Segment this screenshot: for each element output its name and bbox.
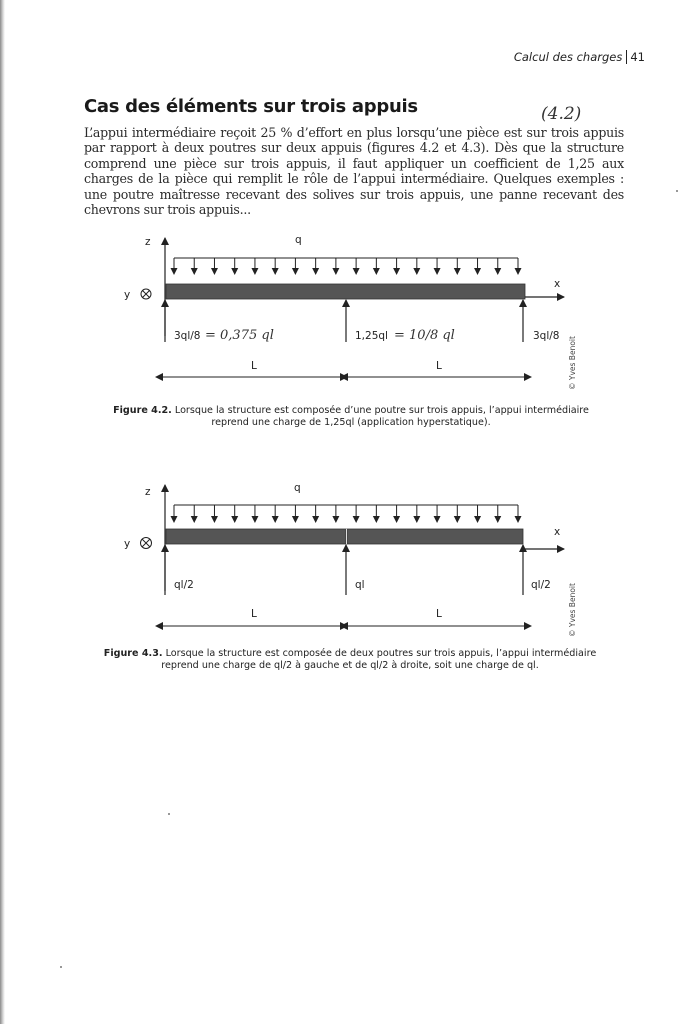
y-axis-symbol xyxy=(141,289,151,299)
load-arrowhead xyxy=(211,268,218,275)
load-arrowhead xyxy=(454,268,461,275)
body-paragraph: L’appui intermédiaire reçoit 25 % d’effort en plus lorsqu’une pièce est sur trois appuis par rapport à deux poutres sur deux appuis (figures 4.2 et 4.3). Dès que la structure comprend une pièce sur trois appuis, il faut appliquer un coefficient de 1,25 aux charges de la pièce qui remplit le rôle de l’appui intermédiaire. Quelques exemples : une poutre maîtresse recevant des solives sur trois appuis, une panne recevant des chevrons sur trois appuis... xyxy=(84,125,624,218)
span-label-right: L xyxy=(436,360,442,372)
handwritten-reference: (4.2) xyxy=(541,104,582,124)
span-label-left: L xyxy=(251,360,257,372)
load-arrowhead xyxy=(272,268,279,275)
handwritten-note-left: = 0,375 ql xyxy=(205,328,274,343)
beam xyxy=(166,284,525,299)
load-arrows xyxy=(171,258,522,275)
load-arrowhead xyxy=(251,516,258,523)
load-label: q xyxy=(294,482,301,494)
x-axis-label: x xyxy=(554,278,561,290)
load-arrowhead xyxy=(393,268,400,275)
caption-text-line1: Lorsque la structure est composée de deux poutres sur trois appuis, l’appui intermédiaire xyxy=(165,648,597,659)
load-arrowhead xyxy=(292,516,299,523)
load-arrowhead xyxy=(474,268,481,275)
running-header xyxy=(514,50,645,64)
load-arrowhead xyxy=(413,516,420,523)
load-arrowhead xyxy=(454,516,461,523)
caption-text-line1: Lorsque la structure est composée d’une poutre sur trois appuis, l’appui intermédiaire xyxy=(174,405,589,416)
load-arrowhead xyxy=(494,516,501,523)
beam-left xyxy=(166,529,346,544)
load-arrowhead xyxy=(312,268,319,275)
beam-diagram-figure-4-2 xyxy=(0,228,689,398)
load-arrowhead xyxy=(251,268,258,275)
reaction-right: 3ql/8 xyxy=(533,330,560,342)
x-axis-label: x xyxy=(554,526,561,538)
load-arrowhead xyxy=(413,268,420,275)
caption-label: Figure 4.3. xyxy=(103,648,163,659)
scan-speck xyxy=(60,966,62,968)
caption-text-line2: reprend une charge de ql/2 à gauche et de ql/2 à droite, soit une charge de ql. xyxy=(161,660,539,671)
load-arrowhead xyxy=(312,516,319,523)
load-arrowhead xyxy=(332,268,339,275)
reaction-middle: ql xyxy=(355,579,365,591)
beam-right xyxy=(347,529,523,544)
span-label-right: L xyxy=(436,608,442,620)
copyright-label: © Yves Benoit xyxy=(568,583,577,637)
load-arrowhead xyxy=(211,516,218,523)
reaction-left: ql/2 xyxy=(174,579,194,591)
load-arrowhead xyxy=(515,268,522,275)
load-label: q xyxy=(295,234,302,246)
load-arrowhead xyxy=(434,516,441,523)
load-arrowhead xyxy=(191,268,198,275)
scan-speck xyxy=(168,813,170,815)
load-arrowhead xyxy=(393,516,400,523)
load-arrowhead xyxy=(353,268,360,275)
load-arrowhead xyxy=(373,268,380,275)
reaction-right: ql/2 xyxy=(531,579,551,591)
copyright-label: © Yves Benoit xyxy=(568,336,577,390)
figure-caption-4-2 xyxy=(96,405,606,429)
load-arrowhead xyxy=(373,516,380,523)
span-label-left: L xyxy=(251,608,257,620)
z-axis-label: z xyxy=(145,486,151,498)
header-separator xyxy=(626,50,627,64)
load-arrowhead xyxy=(474,516,481,523)
scan-speck xyxy=(676,190,678,192)
caption-label: Figure 4.2. xyxy=(113,405,172,416)
handwritten-note-middle: = 10/8 ql xyxy=(394,328,455,343)
load-arrowhead xyxy=(191,516,198,523)
load-arrowhead xyxy=(515,516,522,523)
beam-diagram-figure-4-3 xyxy=(0,477,689,647)
z-axis-label: z xyxy=(145,236,151,248)
section-title: Calcul des charges xyxy=(513,50,623,64)
reaction-left: 3ql/8 xyxy=(174,330,201,342)
y-axis-label: y xyxy=(124,289,131,301)
y-axis-symbol xyxy=(141,538,152,549)
load-arrowhead xyxy=(353,516,360,523)
load-arrowhead xyxy=(332,516,339,523)
figure-caption-4-3 xyxy=(90,648,610,672)
reaction-middle: 1,25ql xyxy=(355,330,388,342)
load-arrowhead xyxy=(434,268,441,275)
caption-text-line2: reprend une charge de 1,25ql (application hyperstatique). xyxy=(211,417,491,428)
load-arrowhead xyxy=(171,268,178,275)
section-heading: Cas des éléments sur trois appuis xyxy=(84,96,418,117)
load-arrowhead xyxy=(231,516,238,523)
load-arrowhead xyxy=(494,268,501,275)
page-number: 41 xyxy=(630,50,645,64)
load-arrowhead xyxy=(272,516,279,523)
load-arrows xyxy=(171,505,522,523)
y-axis-label: y xyxy=(124,538,131,550)
load-arrowhead xyxy=(171,516,178,523)
load-arrowhead xyxy=(231,268,238,275)
load-arrowhead xyxy=(292,268,299,275)
